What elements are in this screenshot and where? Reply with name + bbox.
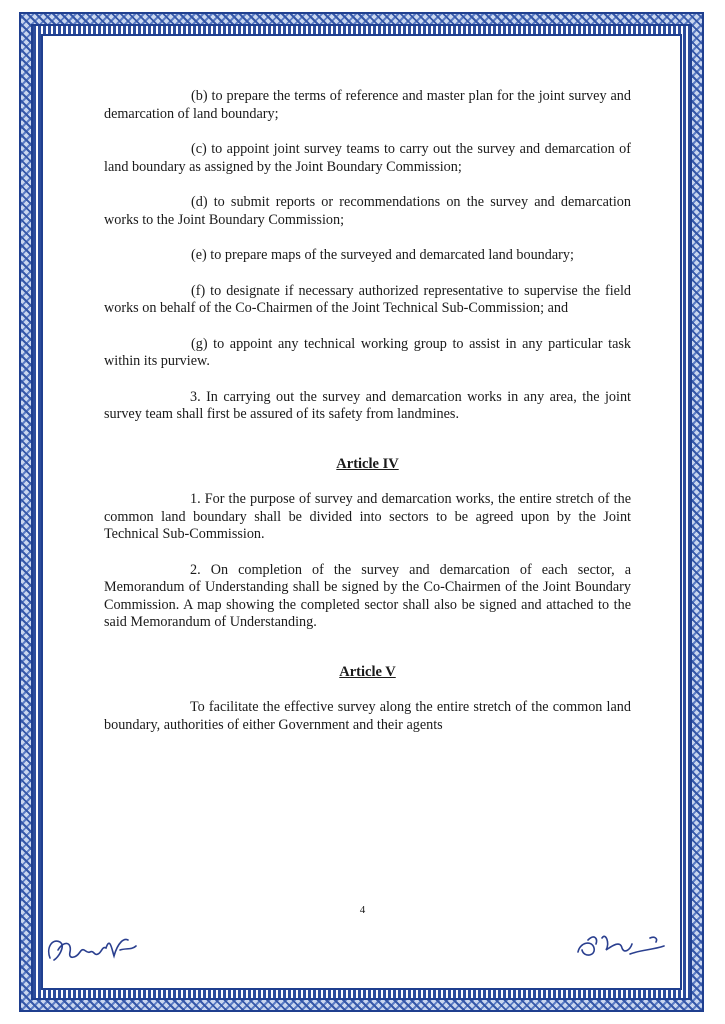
paragraph-c: (c) to appoint joint survey teams to carry out the survey and demarcation of land boundary as assigned by the Joint Boundary Commission; <box>104 141 631 175</box>
paragraph-3: 3. In carrying out the survey and demarcation works in any area, the joint survey team shall first be assured of its safety from landmines. <box>104 388 631 422</box>
article-v-paragraph-1: To facilitate the effective survey along the entire stretch of the common land boundary, authorities of either Government and their agents <box>104 699 631 733</box>
document-body <box>104 88 631 752</box>
paragraph-d: (d) to submit reports or recommendations on the survey and demarcation works to the Joint Boundary Commission; <box>104 194 631 228</box>
paragraph-e: (e) to prepare maps of the surveyed and demarcated land boundary; <box>191 247 574 263</box>
paragraph-g: (g) to appoint any technical working group to assist in any particular task within its purview. <box>104 335 631 369</box>
article-v-heading: Article V <box>339 663 396 680</box>
signature-left <box>40 928 150 970</box>
paragraph-f: (f) to designate if necessary authorized representative to supervise the field works on behalf of the Co-Chairmen of the Joint Technical Sub-Commission; and <box>104 282 631 316</box>
article-iv-heading: Article IV <box>336 455 399 472</box>
article-iv-paragraph-2: 2. On completion of the survey and demarcation of each sector, a Memorandum of Understanding shall be signed by the Co-Chairmen of the Joint Boundary Commission. A map showing the completed sector shall also be signed and attached to the said Memorandum of Understanding. <box>104 561 631 630</box>
page-number: 4 <box>359 904 366 916</box>
paragraph-b: (b) to prepare the terms of reference and master plan for the joint survey and demarcation of land boundary; <box>104 88 631 122</box>
article-iv-paragraph-1: 1. For the purpose of survey and demarcation works, the entire stretch of the common land boundary shall be divided into sectors to be agreed upon by the Joint Technical Sub-Commission. <box>104 491 631 542</box>
signature-right <box>570 920 670 966</box>
